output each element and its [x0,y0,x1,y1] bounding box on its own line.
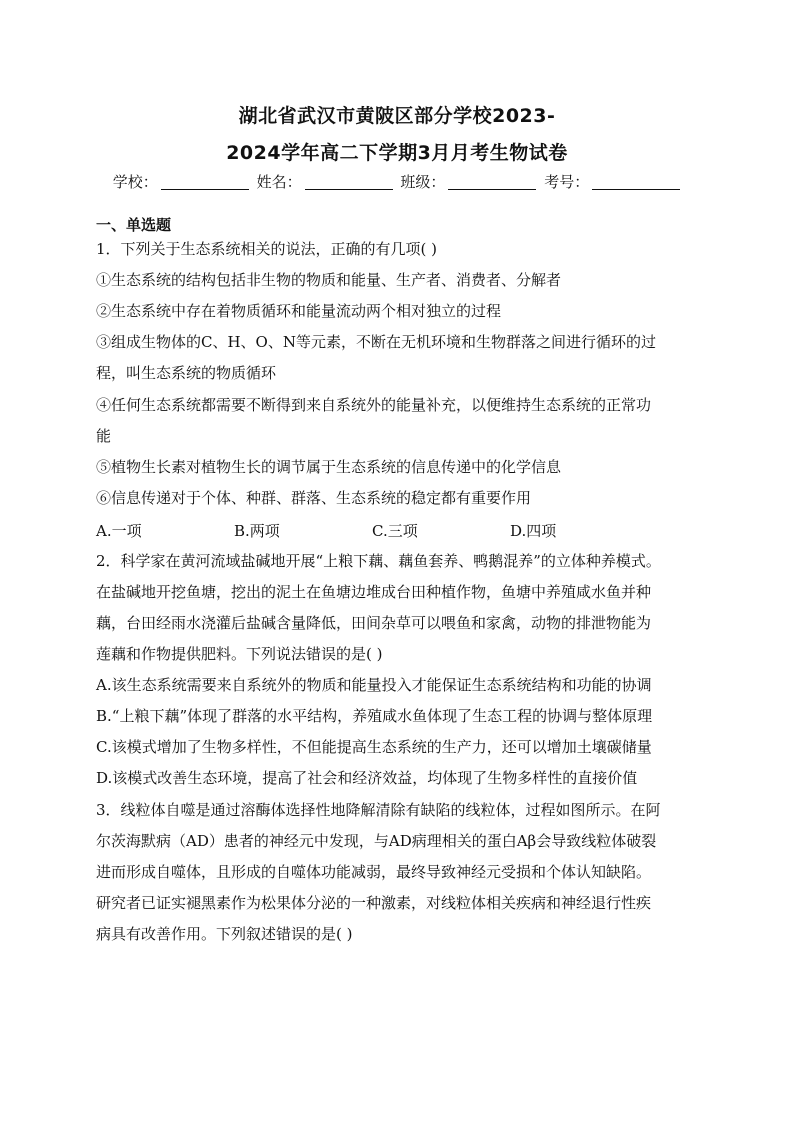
q1-statement-2: ②生态系统中存在着物质循环和能量流动两个相对独立的过程 [96,302,502,320]
school-label: 学校： [112,173,158,191]
q1-statement-4a: ④任何生态系统都需要不断得到来自系统外的能量补充，以便维持生态系统的正常功 [96,396,652,414]
q2-option-a: A.该生态系统需要来自系统外的物质和能量投入才能保证生态系统结构和功能的协调 [96,676,652,694]
q1-statement-6: ⑥信息传递对于个体、种群、群落、生态系统的稳定都有重要作用 [96,489,532,507]
exam-number-label: 考号： [544,173,590,191]
school-blank [161,174,249,190]
q3-stem-line-5: 病具有改善作用。下列叙述错误的是( ) [96,925,353,943]
exam-number-blank [592,174,680,190]
student-info-row [0,171,794,192]
q2-option-c: C.该模式增加了生物多样性，不但能提高生态系统的生产力，还可以增加土壤碳储量 [96,738,652,756]
q1-statement-3a: ③组成生物体的C、H、O、N等元素，不断在无机环境和生物群落之间进行循环的过 [96,333,656,351]
q2-stem-line-1: 2．科学家在黄河流域盐碱地开展“上粮下藕、藕鱼套养、鸭鹅混养”的立体种养模式。 [96,552,661,570]
q3-stem-line-4: 研究者已证实褪黑素作为松果体分泌的一种激素，对线粒体相关疾病和神经退行性疾 [96,894,652,912]
q1-statement-1: ①生态系统的结构包括非生物的物质和能量、生产者、消费者、分解者 [96,271,562,289]
class-blank [448,174,536,190]
q1-statement-4b: 能 [96,427,112,445]
q1-option-c: C.三项 [372,522,418,540]
name-blank [305,174,393,190]
class-label: 班级： [400,173,446,191]
q1-statement-3b: 程，叫生态系统的物质循环 [96,364,277,382]
q1-stem: 1．下列关于生态系统相关的说法，正确的有几项( ) [96,240,438,258]
q2-option-d: D.该模式改善生态环境，提高了社会和经济效益，均体现了生物多样性的直接价值 [96,769,638,787]
q2-stem-line-3: 藕，台田经雨水浇灌后盐碱含量降低，田间杂草可以喂鱼和家禽，动物的排泄物能为 [96,614,652,632]
q3-stem-line-2: 尔茨海默病（AD）患者的神经元中发现，与AD病理相关的蛋白Aβ会导致线粒体破裂 [96,832,657,850]
q1-option-b: B.两项 [234,522,280,540]
q1-option-a: A.一项 [96,522,142,540]
exam-title-line-1: 湖北省武汉市黄陂区部分学校2023- [238,105,556,127]
q3-stem-line-1: 3．线粒体自噬是通过溶酶体选择性地降解清除有缺陷的线粒体，过程如图所示。在阿 [96,801,661,819]
q2-option-b: B.“上粮下藕”体现了群落的水平结构，养殖咸水鱼体现了生态工程的协调与整体原理 [96,707,653,725]
exam-title-line-2: 2024学年高二下学期3月月考生物试卷 [226,142,568,164]
q3-stem-line-3: 进而形成自噬体，且形成的自噬体功能减弱，最终导致神经元受损和个体认知缺陷。 [96,863,652,881]
q1-statement-5: ⑤植物生长素对植物生长的调节属于生态系统的信息传递中的化学信息 [96,458,562,476]
q1-option-d: D.四项 [510,522,557,540]
name-label: 姓名： [256,173,302,191]
section-heading: 一、单选题 [96,216,172,234]
q2-stem-line-4: 莲藕和作物提供肥料。下列说法错误的是( ) [96,645,383,663]
q2-stem-line-2: 在盐碱地开挖鱼塘，挖出的泥土在鱼塘边堆成台田种植作物，鱼塘中养殖咸水鱼并种 [96,583,652,601]
